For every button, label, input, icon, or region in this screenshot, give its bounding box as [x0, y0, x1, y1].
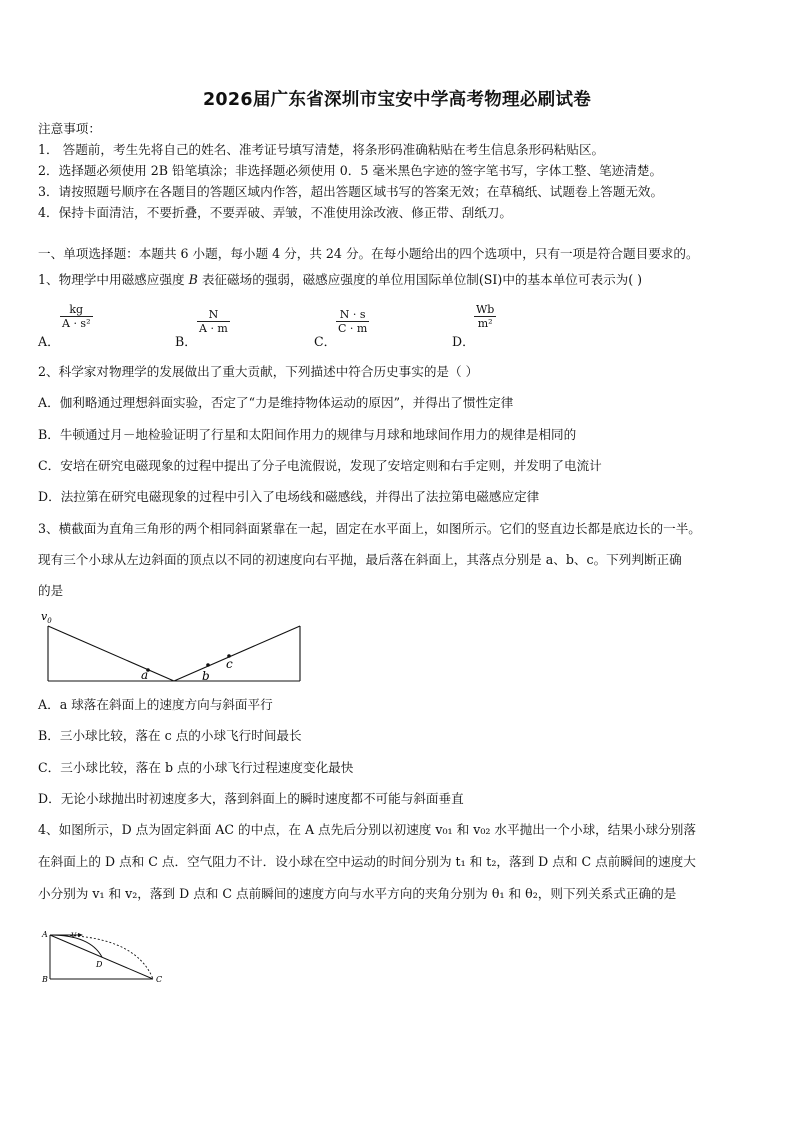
stem-text: 表征磁场的强弱，磁感应强度的单位用国际单位制(SI)中的基本单位可表示为( )	[197, 272, 643, 287]
page-title: 2026届广东省深圳市宝安中学高考物理必刷试卷	[202, 90, 592, 110]
stem-symbol: B	[188, 272, 198, 287]
q2-option-d[interactable]: D．法拉第在研究电磁现象的过程中引入了电场线和磁感线，并得出了法拉第电磁感应定律	[38, 489, 540, 504]
question-3-stem: 的是	[38, 583, 64, 598]
notice-item: 4．保持卡面清洁，不要折叠，不要弄破、弄皱，不准使用涂改液、修正带、刮纸刀。	[38, 205, 512, 220]
q3-option-c[interactable]: C．三小球比较，落在 b 点的小球飞行过程速度变化最快	[38, 760, 354, 775]
notice-item: 3．请按照题号顺序在各题目的答题区域内作答，超出答题区域书写的答案无效；在草稿纸、试题卷上答题无效。	[38, 184, 664, 199]
denominator: A · m	[199, 322, 228, 335]
q2-option-a[interactable]: A．伽利略通过理想斜面实验，否定了“力是维持物体运动的原因”，并得出了惯性定律	[38, 395, 514, 410]
point-c-label: c	[226, 657, 233, 671]
q1-option-d-label[interactable]: D．	[452, 334, 475, 349]
denominator: A · s²	[62, 317, 91, 330]
question-2-stem: 2、科学家对物理学的发展做出了重大贡献，下列描述中符合历史事实的是（ ）	[38, 364, 479, 379]
numerator: kg	[60, 303, 93, 317]
question-4-stem: 小分别为 v₁ 和 v₂，落到 D 点和 C 点前瞬间的速度方向与水平方向的夹角分别为 θ₁ 和 θ₂，则下列关系式正确的是	[38, 886, 677, 901]
numerator: N	[197, 308, 230, 322]
q1-option-c-label[interactable]: C．	[314, 334, 337, 349]
q1-option-a-fraction	[60, 303, 93, 330]
q3-option-a[interactable]: A．a 球落在斜面上的速度方向与斜面平行	[38, 697, 273, 712]
numerator: Wb	[476, 303, 495, 316]
point-D-label: D	[96, 960, 103, 969]
q1-option-b-label[interactable]: B．	[175, 334, 197, 349]
numerator: N · s	[336, 308, 369, 322]
q3-inclines-figure	[38, 604, 308, 686]
section-heading: 一、单项选择题：本题共 6 小题，每小题 4 分，共 24 分。在每小题给出的四个选项中，只有一项是符合题目要求的。	[38, 246, 699, 261]
v0-label: $v_0$	[41, 610, 52, 625]
point-b-dot	[206, 663, 210, 667]
question-4-stem: 4、如图所示，D 点为固定斜面 AC 的中点，在 A 点先后分别以初速度 v₀₁ 和 v₀₂ 水平抛出一个小球，结果小球分别落	[38, 822, 696, 837]
notice-heading: 注意事项：	[38, 121, 101, 136]
question-3-stem: 现有三个小球从左边斜面的顶点以不同的初速度向右平抛，最后落在斜面上，其落点分别是 a、b、c。下列判断正确	[38, 552, 682, 567]
incline-left-slope	[48, 626, 174, 681]
q1-option-c-fraction	[336, 308, 369, 335]
incline-right-slope	[174, 626, 300, 681]
point-b-label: b	[202, 669, 210, 683]
q2-option-c[interactable]: C．安培在研究电磁现象的过程中提出了分子电流假说，发现了安培定则和右手定则，并发明了电流计	[38, 458, 602, 473]
notice-item: 2．选择题必须使用 2B 铅笔填涂；非选择题必须使用 0．5 毫米黑色字迹的签字笔书写，字体工整、笔迹清楚。	[38, 163, 663, 178]
velocity-label: V	[71, 932, 77, 940]
stem-text: 1、物理学中用磁感应强度	[38, 272, 189, 287]
point-B-label: B	[42, 975, 48, 984]
denominator: m²	[477, 317, 493, 330]
q1-option-a-label[interactable]: A．	[38, 334, 60, 349]
q3-option-d[interactable]: D．无论小球抛出时初速度多大，落到斜面上的瞬时速度都不可能与斜面垂直	[38, 791, 464, 806]
question-1-stem	[38, 272, 758, 288]
point-A-label: A	[42, 930, 48, 939]
q4-projectile-figure	[40, 925, 170, 987]
q1-option-d-fraction	[474, 303, 496, 330]
q3-option-b[interactable]: B．三小球比较，落在 c 点的小球飞行时间最长	[38, 728, 302, 743]
q1-option-b-fraction	[197, 308, 230, 335]
question-3-stem: 3、横截面为直角三角形的两个相同斜面紧靠在一起，固定在水平面上，如图所示。它们的竖直边长都是底边长的一半。	[38, 521, 701, 536]
question-4-stem: 在斜面上的 D 点和 C 点．空气阻力不计．设小球在空中运动的时间分别为 t₁ 和 t₂，落到 D 点和 C 点前瞬间的速度大	[38, 854, 696, 869]
denominator: C · m	[338, 322, 368, 335]
q2-option-b[interactable]: B．牛顿通过月－地检验证明了行星和太阳间作用力的规律与月球和地球间作用力的规律是相同的	[38, 427, 577, 442]
notice-item: 1． 答题前，考生先将自己的姓名、准考证号填写清楚，将条形码准确粘贴在考生信息条形码粘贴区。	[38, 142, 605, 157]
point-a-label: a	[141, 668, 149, 682]
point-C-label: C	[156, 975, 163, 984]
